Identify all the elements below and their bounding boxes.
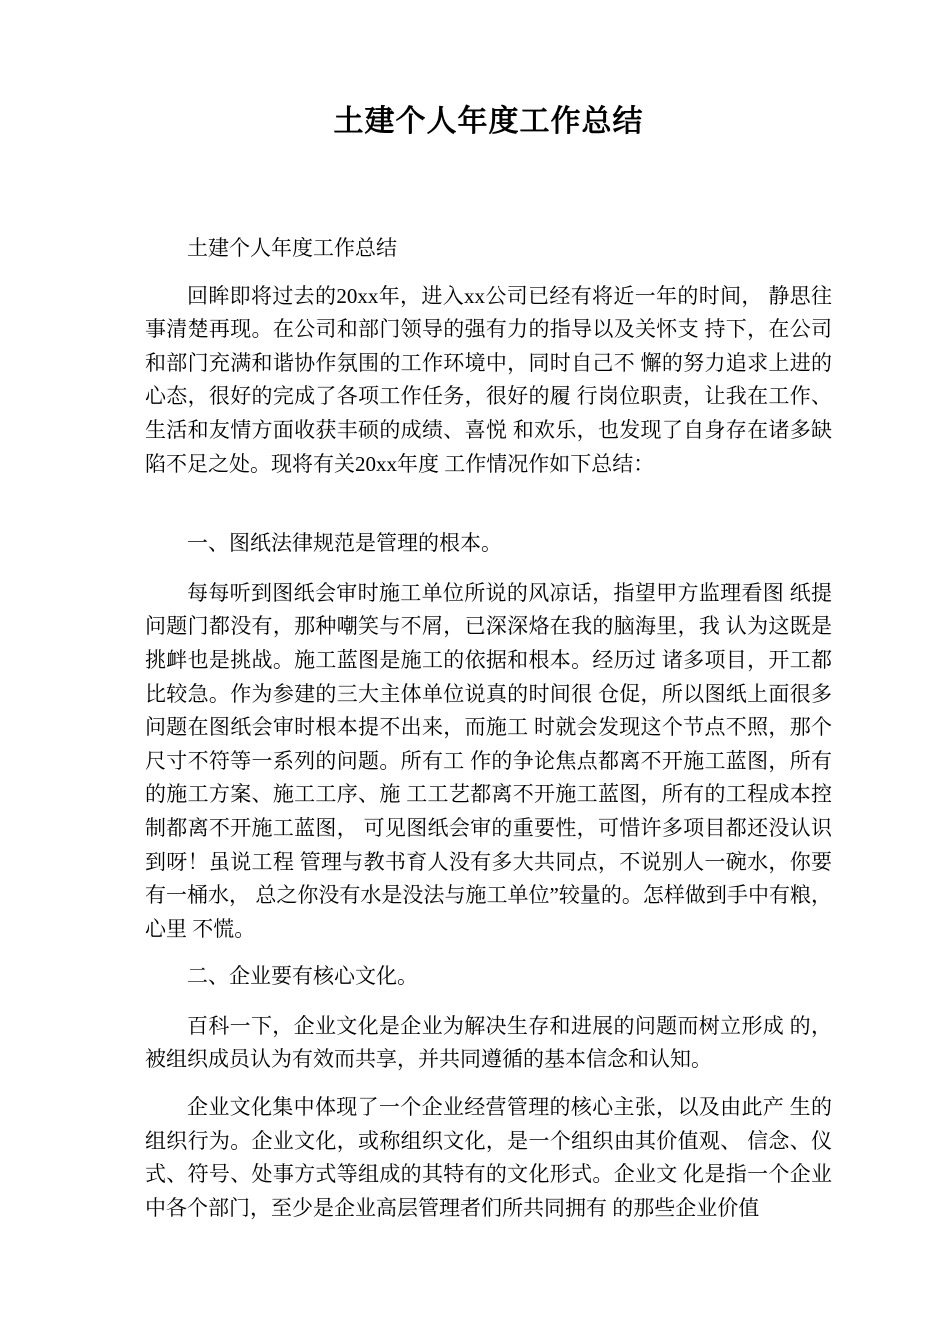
paragraph-intro: 回眸即将过去的20xx年，进入xx公司已经有将近一年的时间， 静思往事清楚再现。在公司和部门领导的强有力的指导以及关怀支 持下，在公司和部门充满和谐协作氛围的工作环境中，同时自己不 懈的努力追求上进的心态，很好的完成了各项工作任务，很好的履 行岗位职责，让我在工作、生活和友情方面收获丰硕的成绩、喜悦 和欢乐，也发现了自身存在诸多缺陷不足之处。现将有关20xx年度 工作情况作如下总结： [145, 283, 832, 476]
document-subtitle: 土建个人年度工作总结 [187, 236, 397, 260]
paragraph-section-2a: 百科一下，企业文化是企业为解决生存和进展的问题而树立形成 的，被组织成员认为有效而共享，并共同遵循的基本信念和认知。 [145, 1013, 832, 1072]
paragraph-section-1: 每每听到图纸会审时施工单位所说的风凉话，指望甲方监理看图 纸提问题门都没有，那种嘲笑与不屑，已深深烙在我的脑海里，我 认为这既是挑衅也是挑战。施工蓝图是施工的依据和根本。经历过 诸多项目，开工都比较急。作为参建的三大主体单位说真的时间很 仓促，所以图纸上面很多问题在图纸会审时根本提不出来，而施工 时就会发现这个节点不照，那个尺寸不符等一系列的问题。所有工 作的争论焦点都离不开施工蓝图，所有的施工方案、施工工序、施 工工艺都离不开施工蓝图，所有的工程成本控制都离不开施工蓝图， 可见图纸会审的重要性，可惜许多项目都还没认识到呀！虽说工程 管理与教书育人没有多大共同点，不说别人一碗水，你要有一桶水， 总之你没有水是没法与施工单位”较量的。怎样做到手中有粮，心里 不慌。 [145, 580, 832, 941]
section-heading-2: 二、企业要有核心文化。 [187, 964, 418, 989]
paragraph-section-2b: 企业文化集中体现了一个企业经营管理的核心主张，以及由此产 生的组织行为。企业文化，或称组织文化，是一个组织由其价值观、 信念、仪式、符号、处事方式等组成的其特有的文化形式。企业文 化是指一个企业中各个部门，至少是企业高层管理者们所共同拥有 的那些企业价值 [145, 1095, 832, 1220]
document-title: 土建个人年度工作总结 [333, 105, 644, 138]
section-heading-1: 一、图纸法律规范是管理的根本。 [187, 531, 502, 556]
